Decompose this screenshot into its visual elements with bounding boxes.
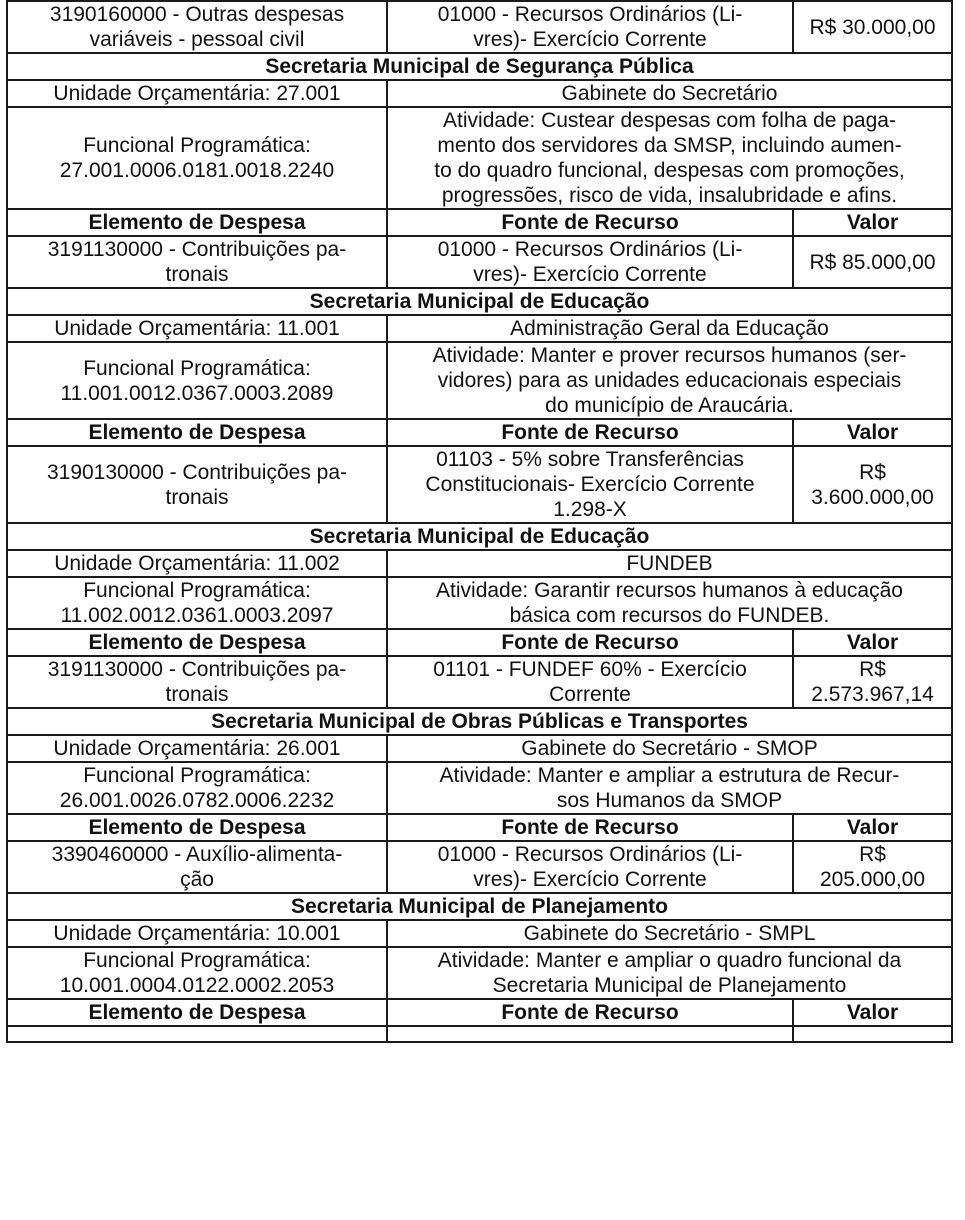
unidade-name: FUNDEB bbox=[387, 550, 952, 577]
secretaria-row bbox=[7, 288, 952, 315]
secretaria-title: Secretaria Municipal de Educação bbox=[7, 523, 952, 550]
expense-value: R$ 205.000,00 bbox=[793, 841, 952, 893]
unidade-row bbox=[7, 80, 952, 107]
unidade-name: Gabinete do Secretário - SMOP bbox=[387, 735, 952, 762]
cut-off-cell bbox=[793, 1026, 952, 1042]
cut-off-cell bbox=[387, 1026, 793, 1042]
expense-element: 3191130000 - Contribuições pa- tronais bbox=[7, 656, 387, 708]
expense-value: R$ 85.000,00 bbox=[793, 236, 952, 288]
expense-element: 3190130000 - Contribuições pa- tronais bbox=[7, 446, 387, 523]
funcional-row bbox=[7, 947, 952, 999]
header-valor: Valor bbox=[793, 629, 952, 656]
resource-source: 01000 - Recursos Ordinários (Li- vres)- Exercício Corrente bbox=[387, 236, 793, 288]
unidade-name: Gabinete do Secretário bbox=[387, 80, 952, 107]
unidade-label: Unidade Orçamentária: 10.001 bbox=[7, 920, 387, 947]
header-fonte: Fonte de Recurso bbox=[387, 209, 793, 236]
header-valor: Valor bbox=[793, 814, 952, 841]
secretaria-title: Secretaria Municipal de Planejamento bbox=[7, 893, 952, 920]
header-valor: Valor bbox=[793, 999, 952, 1026]
secretaria-row bbox=[7, 523, 952, 550]
funcional-programatica: Funcional Programática: 27.001.0006.0181.0018.2240 bbox=[7, 107, 387, 209]
atividade-description: Atividade: Manter e prover recursos humanos (ser- vidores) para as unidades educacionais especiais do município de Araucária. bbox=[387, 342, 952, 419]
unidade-row bbox=[7, 550, 952, 577]
funcional-programatica: Funcional Programática: 11.001.0012.0367.0003.2089 bbox=[7, 342, 387, 419]
atividade-description: Atividade: Custear despesas com folha de paga- mento dos servidores da SMSP, incluindo aumen- to do quadro funcional, despesas com promoções, progressões, risco de vida, insalubridade e afins. bbox=[387, 107, 952, 209]
secretaria-row bbox=[7, 893, 952, 920]
atividade-description: Atividade: Garantir recursos humanos à educação básica com recursos do FUNDEB. bbox=[387, 577, 952, 629]
secretaria-title: Secretaria Municipal de Segurança Pública bbox=[7, 53, 952, 80]
unidade-label: Unidade Orçamentária: 11.002 bbox=[7, 550, 387, 577]
header-elemento: Elemento de Despesa bbox=[7, 814, 387, 841]
funcional-row bbox=[7, 342, 952, 419]
funcional-row bbox=[7, 577, 952, 629]
resource-source: 01000 - Recursos Ordinários (Li- vres)- Exercício Corrente bbox=[387, 841, 793, 893]
budget-table bbox=[6, 0, 953, 1043]
unidade-label: Unidade Orçamentária: 11.001 bbox=[7, 315, 387, 342]
unidade-row bbox=[7, 920, 952, 947]
cut-off-cell bbox=[7, 1026, 387, 1042]
unidade-row bbox=[7, 315, 952, 342]
header-valor: Valor bbox=[793, 209, 952, 236]
expense-value: R$ 2.573.967,14 bbox=[793, 656, 952, 708]
unidade-row bbox=[7, 735, 952, 762]
resource-source: 01000 - Recursos Ordinários (Li- vres)- Exercício Corrente bbox=[387, 1, 793, 53]
column-header-row bbox=[7, 419, 952, 446]
header-fonte: Fonte de Recurso bbox=[387, 814, 793, 841]
funcional-programatica: Funcional Programática: 11.002.0012.0361.0003.2097 bbox=[7, 577, 387, 629]
unidade-name: Gabinete do Secretário - SMPL bbox=[387, 920, 952, 947]
cut-off-row bbox=[7, 1026, 952, 1042]
expense-row bbox=[7, 236, 952, 288]
atividade-description: Atividade: Manter e ampliar o quadro funcional da Secretaria Municipal de Planejamento bbox=[387, 947, 952, 999]
header-fonte: Fonte de Recurso bbox=[387, 419, 793, 446]
expense-element: 3390460000 - Auxílio-alimenta- ção bbox=[7, 841, 387, 893]
secretaria-title: Secretaria Municipal de Obras Públicas e Transportes bbox=[7, 708, 952, 735]
secretaria-row bbox=[7, 708, 952, 735]
unidade-label: Unidade Orçamentária: 26.001 bbox=[7, 735, 387, 762]
resource-source: 01101 - FUNDEF 60% - Exercício Corrente bbox=[387, 656, 793, 708]
column-header-row bbox=[7, 629, 952, 656]
funcional-row bbox=[7, 107, 952, 209]
header-elemento: Elemento de Despesa bbox=[7, 419, 387, 446]
funcional-programatica: Funcional Programática: 26.001.0026.0782.0006.2232 bbox=[7, 762, 387, 814]
header-fonte: Fonte de Recurso bbox=[387, 999, 793, 1026]
expense-value: R$ 30.000,00 bbox=[793, 1, 952, 53]
expense-row bbox=[7, 656, 952, 708]
header-fonte: Fonte de Recurso bbox=[387, 629, 793, 656]
header-valor: Valor bbox=[793, 419, 952, 446]
unidade-name: Administração Geral da Educação bbox=[387, 315, 952, 342]
header-elemento: Elemento de Despesa bbox=[7, 999, 387, 1026]
atividade-description: Atividade: Manter e ampliar a estrutura de Recur- sos Humanos da SMOP bbox=[387, 762, 952, 814]
expense-row bbox=[7, 841, 952, 893]
expense-value: R$ 3.600.000,00 bbox=[793, 446, 952, 523]
column-header-row bbox=[7, 814, 952, 841]
secretaria-row bbox=[7, 53, 952, 80]
header-elemento: Elemento de Despesa bbox=[7, 209, 387, 236]
header-elemento: Elemento de Despesa bbox=[7, 629, 387, 656]
expense-row bbox=[7, 1, 952, 53]
column-header-row bbox=[7, 209, 952, 236]
expense-element: 3190160000 - Outras despesas variáveis - pessoal civil bbox=[7, 1, 387, 53]
expense-element: 3191130000 - Contribuições pa- tronais bbox=[7, 236, 387, 288]
column-header-row bbox=[7, 999, 952, 1026]
funcional-row bbox=[7, 762, 952, 814]
expense-row bbox=[7, 446, 952, 523]
secretaria-title: Secretaria Municipal de Educação bbox=[7, 288, 952, 315]
resource-source: 01103 - 5% sobre Transferências Constitucionais- Exercício Corrente 1.298-X bbox=[387, 446, 793, 523]
funcional-programatica: Funcional Programática: 10.001.0004.0122.0002.2053 bbox=[7, 947, 387, 999]
unidade-label: Unidade Orçamentária: 27.001 bbox=[7, 80, 387, 107]
